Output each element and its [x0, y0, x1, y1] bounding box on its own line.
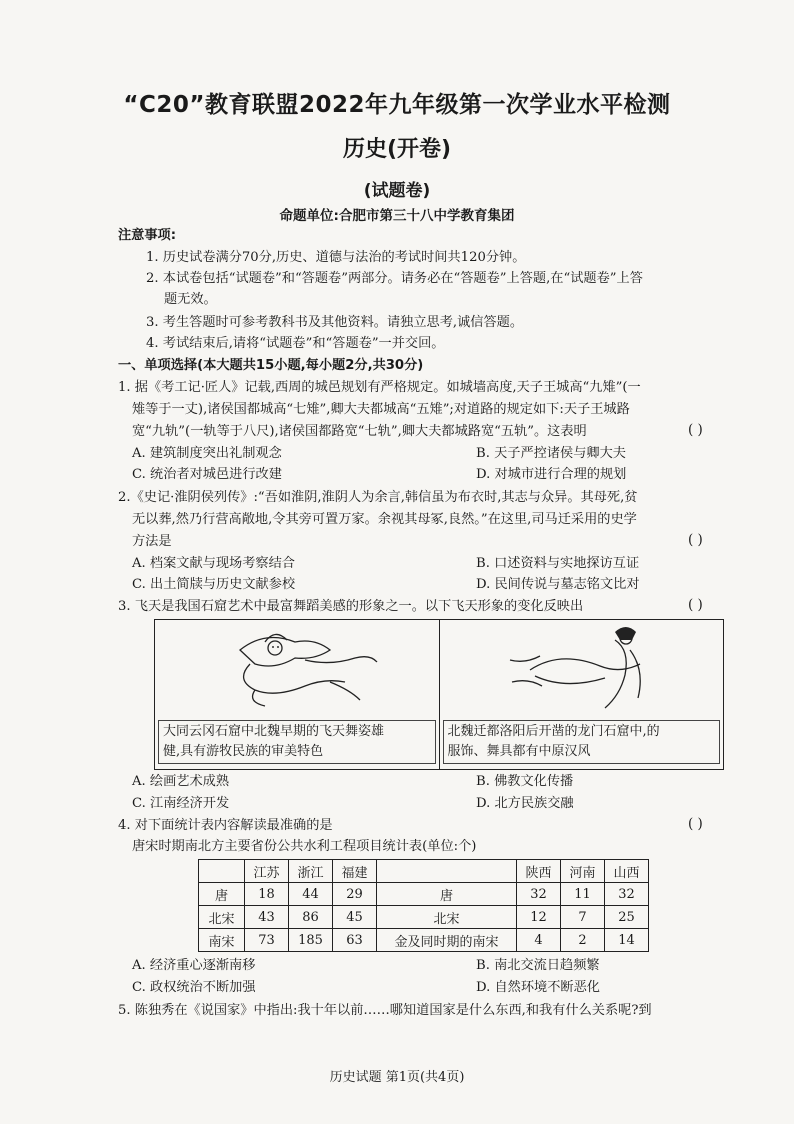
answer-bracket: ( ) [688, 422, 703, 438]
option: D. 北方民族交融 [476, 796, 574, 811]
q1-stem: 1. 据《考工记·匠人》记载,西周的城邑规划有严格规定。如城墙高度,天子王城高“九雉”(一 [118, 380, 641, 395]
note-item: 1. 历史试卷满分70分,历史、道德与法治的考试时间共120分钟。 [146, 250, 526, 265]
page-footer: 历史试题 第1页(共4页) [329, 1070, 465, 1085]
q2-stem: 2.《史记·淮阴侯列传》:“吾如淮阴,淮阴人为余言,韩信虽为布衣时,其志与众异。其母死,贫 [118, 490, 638, 505]
option: A. 档案文献与现场考察结合 [132, 556, 295, 571]
q1-stem: 雉等于一丈),诸侯国都城高“七雉”,卿大夫都城高“五雉”;对道路的规定如下:天子王城路 [132, 402, 630, 417]
column-header: 浙江 [289, 860, 333, 883]
option: C. 统治者对城邑进行改建 [132, 467, 282, 482]
q3-stem: 3. 飞天是我国石窟艺术中最富舞蹈美感的形象之一。以下飞天形象的变化反映出 [118, 599, 584, 614]
column-header: 山西 [605, 860, 649, 883]
setter-line: 命题单位:合肥市第三十八中学教育集团 [279, 208, 515, 224]
q5-stem: 5. 陈独秀在《说国家》中指出:我十年以前……哪知道国家是什么东西,和我有什么关系呢?到 [118, 1003, 652, 1018]
yungang-apsara-illustration [155, 620, 438, 716]
option: D. 自然环境不断恶化 [476, 980, 600, 995]
option: C. 江南经济开发 [132, 796, 230, 811]
water-project-table [198, 859, 649, 952]
longmen-caption: 北魏迁都洛阳后开凿的龙门石窟中,的 服饰、舞具都有中原汉风 [443, 720, 721, 764]
option: A. 建筑制度突出礼制观念 [132, 446, 282, 461]
yungang-panel [155, 620, 439, 769]
answer-bracket: ( ) [688, 816, 703, 832]
option: B. 天子严控诸侯与卿大夫 [476, 446, 626, 461]
option: D. 对城市进行合理的规划 [476, 467, 627, 482]
subject-title: 历史(开卷) [342, 137, 452, 162]
note-item: 2. 本试卷包括“试题卷”和“答题卷”两部分。请务必在“答题卷”上答题,在“试题卷”上答 [146, 271, 643, 286]
table-header-row [199, 860, 649, 883]
q2-stem: 无以葬,然乃行营高敞地,令其旁可置万家。余视其母冢,良然。”在这里,司马迁采用的史学 [132, 512, 637, 527]
answer-bracket: ( ) [688, 532, 703, 548]
table-row: 南宋 73 185 63 金及同时期的南宋 4 2 14 [199, 929, 649, 952]
table-row: 唐 18 44 29 唐 32 11 32 [199, 883, 649, 906]
table-caption: 唐宋时期南北方主要省份公共水利工程项目统计表(单位:个) [132, 839, 477, 854]
column-header: 江苏 [245, 860, 289, 883]
column-header: 河南 [561, 860, 605, 883]
section-heading: 一、单项选择(本大题共15小题,每小题2分,共30分) [118, 358, 424, 373]
answer-bracket: ( ) [688, 597, 703, 613]
paper-type: (试题卷) [363, 181, 431, 201]
option: C. 政权统治不断加强 [132, 980, 256, 995]
yungang-caption: 大同云冈石窟中北魏早期的飞天舞姿雄 健,具有游牧民族的审美特色 [158, 720, 436, 764]
column-header: 福建 [333, 860, 377, 883]
column-header: 陕西 [517, 860, 561, 883]
table-row: 北宋 43 86 45 北宋 12 7 25 [199, 906, 649, 929]
note-item: 题无效。 [164, 292, 217, 307]
notes-heading: 注意事项: [118, 228, 177, 243]
note-item: 3. 考生答题时可参考教科书及其他资料。请独立思考,诚信答题。 [146, 315, 524, 330]
option: B. 南北交流日趋频繁 [476, 958, 600, 973]
option: D. 民间传说与墓志铭文比对 [476, 577, 640, 592]
q2-stem: 方法是 [132, 534, 172, 549]
note-item: 4. 考试结束后,请将“试题卷”和“答题卷”一并交回。 [146, 336, 445, 351]
q4-stem: 4. 对下面统计表内容解读最准确的是 [118, 818, 333, 833]
longmen-panel [439, 620, 724, 769]
option: A. 绘画艺术成熟 [132, 774, 230, 789]
exam-title: “C20”教育联盟2022年九年级第一次学业水平检测 [123, 92, 671, 118]
option: B. 口述资料与实地探访互证 [476, 556, 640, 571]
flying-apsara-figure [154, 619, 724, 770]
option: C. 出土简牍与历史文献参校 [132, 577, 296, 592]
option: B. 佛教文化传播 [476, 774, 574, 789]
q1-stem: 宽“九轨”(一轨等于八尺),诸侯国都路宽“七轨”,卿大夫都城路宽“五轨”。这表明 [132, 424, 587, 439]
longmen-apsara-illustration [440, 620, 723, 716]
option: A. 经济重心逐渐南移 [132, 958, 256, 973]
